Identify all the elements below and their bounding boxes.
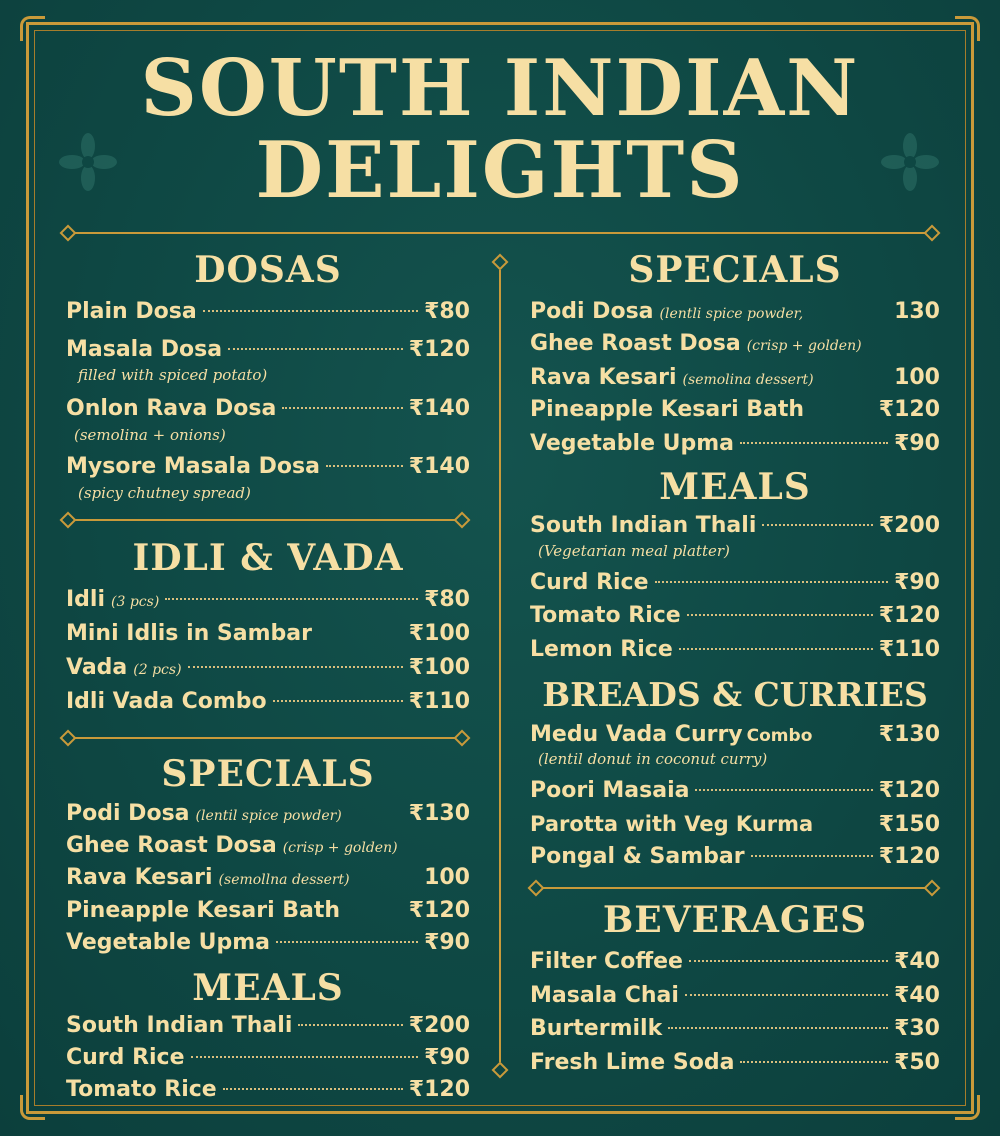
menu-item: [66, 297, 470, 327]
item-name: Vada: [66, 655, 128, 680]
menu-item: [66, 1043, 470, 1073]
item-price: ₹100: [408, 621, 470, 646]
menu-title-line2: DELIGHTS: [255, 125, 745, 216]
menu-item: [66, 653, 470, 685]
menu-item: [530, 329, 940, 361]
item-price: ₹120: [408, 898, 470, 923]
corner-ornament: [20, 1095, 45, 1120]
item-price: ₹100: [408, 655, 470, 680]
item-price: ₹80: [424, 299, 470, 324]
section-heading-meals: MEALS: [659, 466, 811, 508]
item-price: ₹120: [878, 778, 940, 803]
menu-item: [530, 776, 940, 806]
menu-item: [66, 687, 470, 717]
menu-item: [530, 635, 940, 665]
item-price: ₹80: [424, 587, 470, 612]
menu-item: [530, 809, 940, 840]
item-description: (lentil donut in coconut curry): [538, 750, 768, 768]
item-price: ₹130: [878, 722, 940, 747]
item-price: 100: [424, 865, 470, 890]
item-price: ₹30: [894, 1016, 940, 1041]
menu-item: [530, 1014, 940, 1044]
menu-item: [66, 585, 470, 617]
item-price: ₹120: [878, 603, 940, 628]
item-description: filled with spiced potato): [78, 366, 268, 384]
item-name: Ghee Roast Dosa: [530, 331, 741, 356]
item-price: ₹110: [878, 637, 940, 662]
menu-item: [66, 896, 470, 926]
section-heading-beverages: BEVERAGES: [602, 899, 868, 941]
dot-leader: [342, 812, 409, 814]
item-price: ₹200: [408, 1013, 470, 1038]
column-divider: [498, 256, 502, 1076]
dot-leader: [668, 1027, 888, 1029]
menu-item: [66, 831, 470, 863]
section-divider: [60, 513, 470, 527]
dot-leader: [346, 909, 403, 911]
menu-item: [530, 601, 940, 631]
item-price: 130: [894, 299, 940, 324]
menu-item: [66, 928, 470, 958]
dot-leader: [203, 310, 418, 312]
item-name: Tomato Rice: [66, 1077, 217, 1102]
dot-leader: [814, 376, 894, 378]
item-name: Rava Kesari: [530, 365, 677, 390]
title-divider: [60, 226, 940, 240]
menu-item: [66, 394, 470, 424]
menu-item: [530, 429, 940, 459]
item-name: Plain Dosa: [66, 299, 197, 324]
item-name: Curd Rice: [66, 1045, 185, 1070]
menu-item: [66, 619, 470, 649]
dot-leader: [282, 407, 402, 409]
dot-leader: [228, 348, 403, 350]
corner-ornament: [20, 16, 45, 41]
dot-leader: [318, 632, 403, 634]
item-name: Medu Vada Curry: [530, 722, 743, 747]
dot-leader: [679, 648, 873, 650]
section-heading-dosas: DOSAS: [194, 249, 342, 291]
dot-leader: [751, 855, 873, 857]
dot-leader: [815, 823, 877, 825]
section-heading-specials: SPECIALS: [161, 753, 375, 795]
menu-item: [530, 363, 940, 395]
menu-item: [530, 395, 940, 425]
item-name: Podi Dosa: [66, 801, 190, 826]
menu-item: [66, 1011, 470, 1041]
dot-leader: [818, 733, 872, 735]
dot-leader: [803, 310, 894, 312]
item-name: Fresh Lime Soda: [530, 1050, 735, 1075]
item-name: Masala Chai: [530, 983, 679, 1008]
item-inline-note: (semollna dessert): [218, 872, 350, 888]
section-divider: [60, 731, 470, 745]
item-name: South Indian Thali: [66, 1013, 293, 1038]
item-description: (semolina + onions): [74, 426, 226, 444]
dot-leader: [762, 524, 872, 526]
dot-leader: [689, 960, 888, 962]
dot-leader: [740, 1061, 888, 1063]
item-inline-note: (3 pcs): [111, 594, 160, 610]
dot-leader: [685, 994, 888, 996]
dot-leader: [740, 442, 888, 444]
dot-leader: [810, 408, 873, 410]
item-name: Pineapple Kesari Bath: [530, 397, 805, 422]
menu-item: [66, 863, 470, 895]
dot-leader: [165, 598, 418, 600]
item-inline-note: Combo: [746, 726, 813, 746]
dot-leader: [350, 876, 424, 878]
corner-ornament: [955, 16, 980, 41]
item-name: Onlon Rava Dosa: [66, 396, 277, 421]
item-price: ₹150: [878, 812, 940, 837]
section-heading-breads-curries: BREADS & CURRIES: [542, 675, 928, 714]
menu-item: [66, 1075, 470, 1105]
section-heading-idli-vada: IDLI & VADA: [132, 537, 404, 579]
item-name: Podi Dosa: [530, 299, 654, 324]
menu-item: [66, 335, 470, 365]
menu-item: [66, 452, 470, 482]
item-name: Vegetable Upma: [530, 431, 735, 456]
menu-item: [530, 568, 940, 598]
item-price: ₹40: [894, 983, 940, 1008]
item-price: ₹120: [878, 844, 940, 869]
item-price: ₹140: [408, 454, 470, 479]
item-name: Parotta with Veg Kurma: [530, 812, 814, 836]
item-name: Mini Idlis in Sambar: [66, 621, 312, 646]
item-name: Rava Kesari: [66, 865, 213, 890]
item-name: Pongal & Sambar: [530, 844, 745, 869]
menu-item: [530, 297, 940, 329]
item-description: (Vegetarian meal platter): [538, 542, 730, 560]
dot-leader: [273, 700, 403, 702]
item-price: ₹90: [894, 570, 940, 595]
item-name: Masala Dosa: [66, 337, 223, 362]
item-inline-note: (2 pcs): [133, 662, 182, 678]
section-heading-meals: MEALS: [192, 967, 344, 1009]
item-name: Filter Coffee: [530, 949, 683, 974]
dot-leader: [655, 581, 889, 583]
item-name: Mysore Masala Dosa: [66, 454, 320, 479]
item-name: South Indian Thali: [530, 513, 757, 538]
item-price: ₹200: [878, 513, 940, 538]
menu-item: [530, 842, 940, 872]
item-price: ₹120: [878, 397, 940, 422]
item-name: Idli Vada Combo: [66, 689, 267, 714]
item-price: 100: [894, 365, 940, 390]
item-inline-note: (lentil spice powder): [195, 808, 342, 824]
section-divider: [528, 881, 940, 895]
item-price: ₹130: [408, 801, 470, 826]
item-name: Burtermilk: [530, 1016, 663, 1041]
dot-leader: [695, 789, 872, 791]
dot-leader: [326, 465, 403, 467]
item-price: ₹90: [894, 431, 940, 456]
item-price: ₹50: [894, 1050, 940, 1075]
menu-item: [530, 947, 940, 977]
item-inline-note: (crisp + golden): [746, 338, 862, 354]
item-name: Curd Rice: [530, 570, 649, 595]
item-price: ₹40: [894, 949, 940, 974]
dot-leader: [223, 1088, 403, 1090]
menu-item: [66, 799, 470, 831]
item-name: Idli: [66, 587, 106, 612]
item-description: (spicy chutney spread): [78, 484, 251, 502]
item-inline-note: (lentli spice powder,: [659, 306, 804, 322]
menu-title-line1: SOUTH INDIAN: [140, 43, 860, 134]
item-price: ₹140: [408, 396, 470, 421]
item-name: Pineapple Kesari Bath: [66, 898, 341, 923]
section-heading-specials: SPECIALS: [628, 249, 842, 291]
dot-leader: [298, 1024, 402, 1026]
menu-item: [530, 981, 940, 1011]
item-inline-note: (semolina dessert): [682, 372, 814, 388]
item-name: Poori Masaia: [530, 778, 690, 803]
corner-ornament: [955, 1095, 980, 1120]
dot-leader: [188, 666, 403, 668]
item-price: ₹90: [424, 930, 470, 955]
item-price: ₹110: [408, 689, 470, 714]
item-name: Lemon Rice: [530, 637, 673, 662]
item-price: ₹120: [408, 1077, 470, 1102]
menu-item: [530, 720, 940, 751]
dot-leader: [276, 941, 418, 943]
item-name: Tomato Rice: [530, 603, 681, 628]
item-name: Ghee Roast Dosa: [66, 833, 277, 858]
item-price: ₹90: [424, 1045, 470, 1070]
dot-leader: [191, 1056, 419, 1058]
dot-leader: [687, 614, 873, 616]
menu-item: [530, 511, 940, 541]
item-name: Vegetable Upma: [66, 930, 271, 955]
menu-item: [530, 1048, 940, 1078]
item-price: ₹120: [408, 337, 470, 362]
item-inline-note: (crisp + golden): [282, 840, 398, 856]
